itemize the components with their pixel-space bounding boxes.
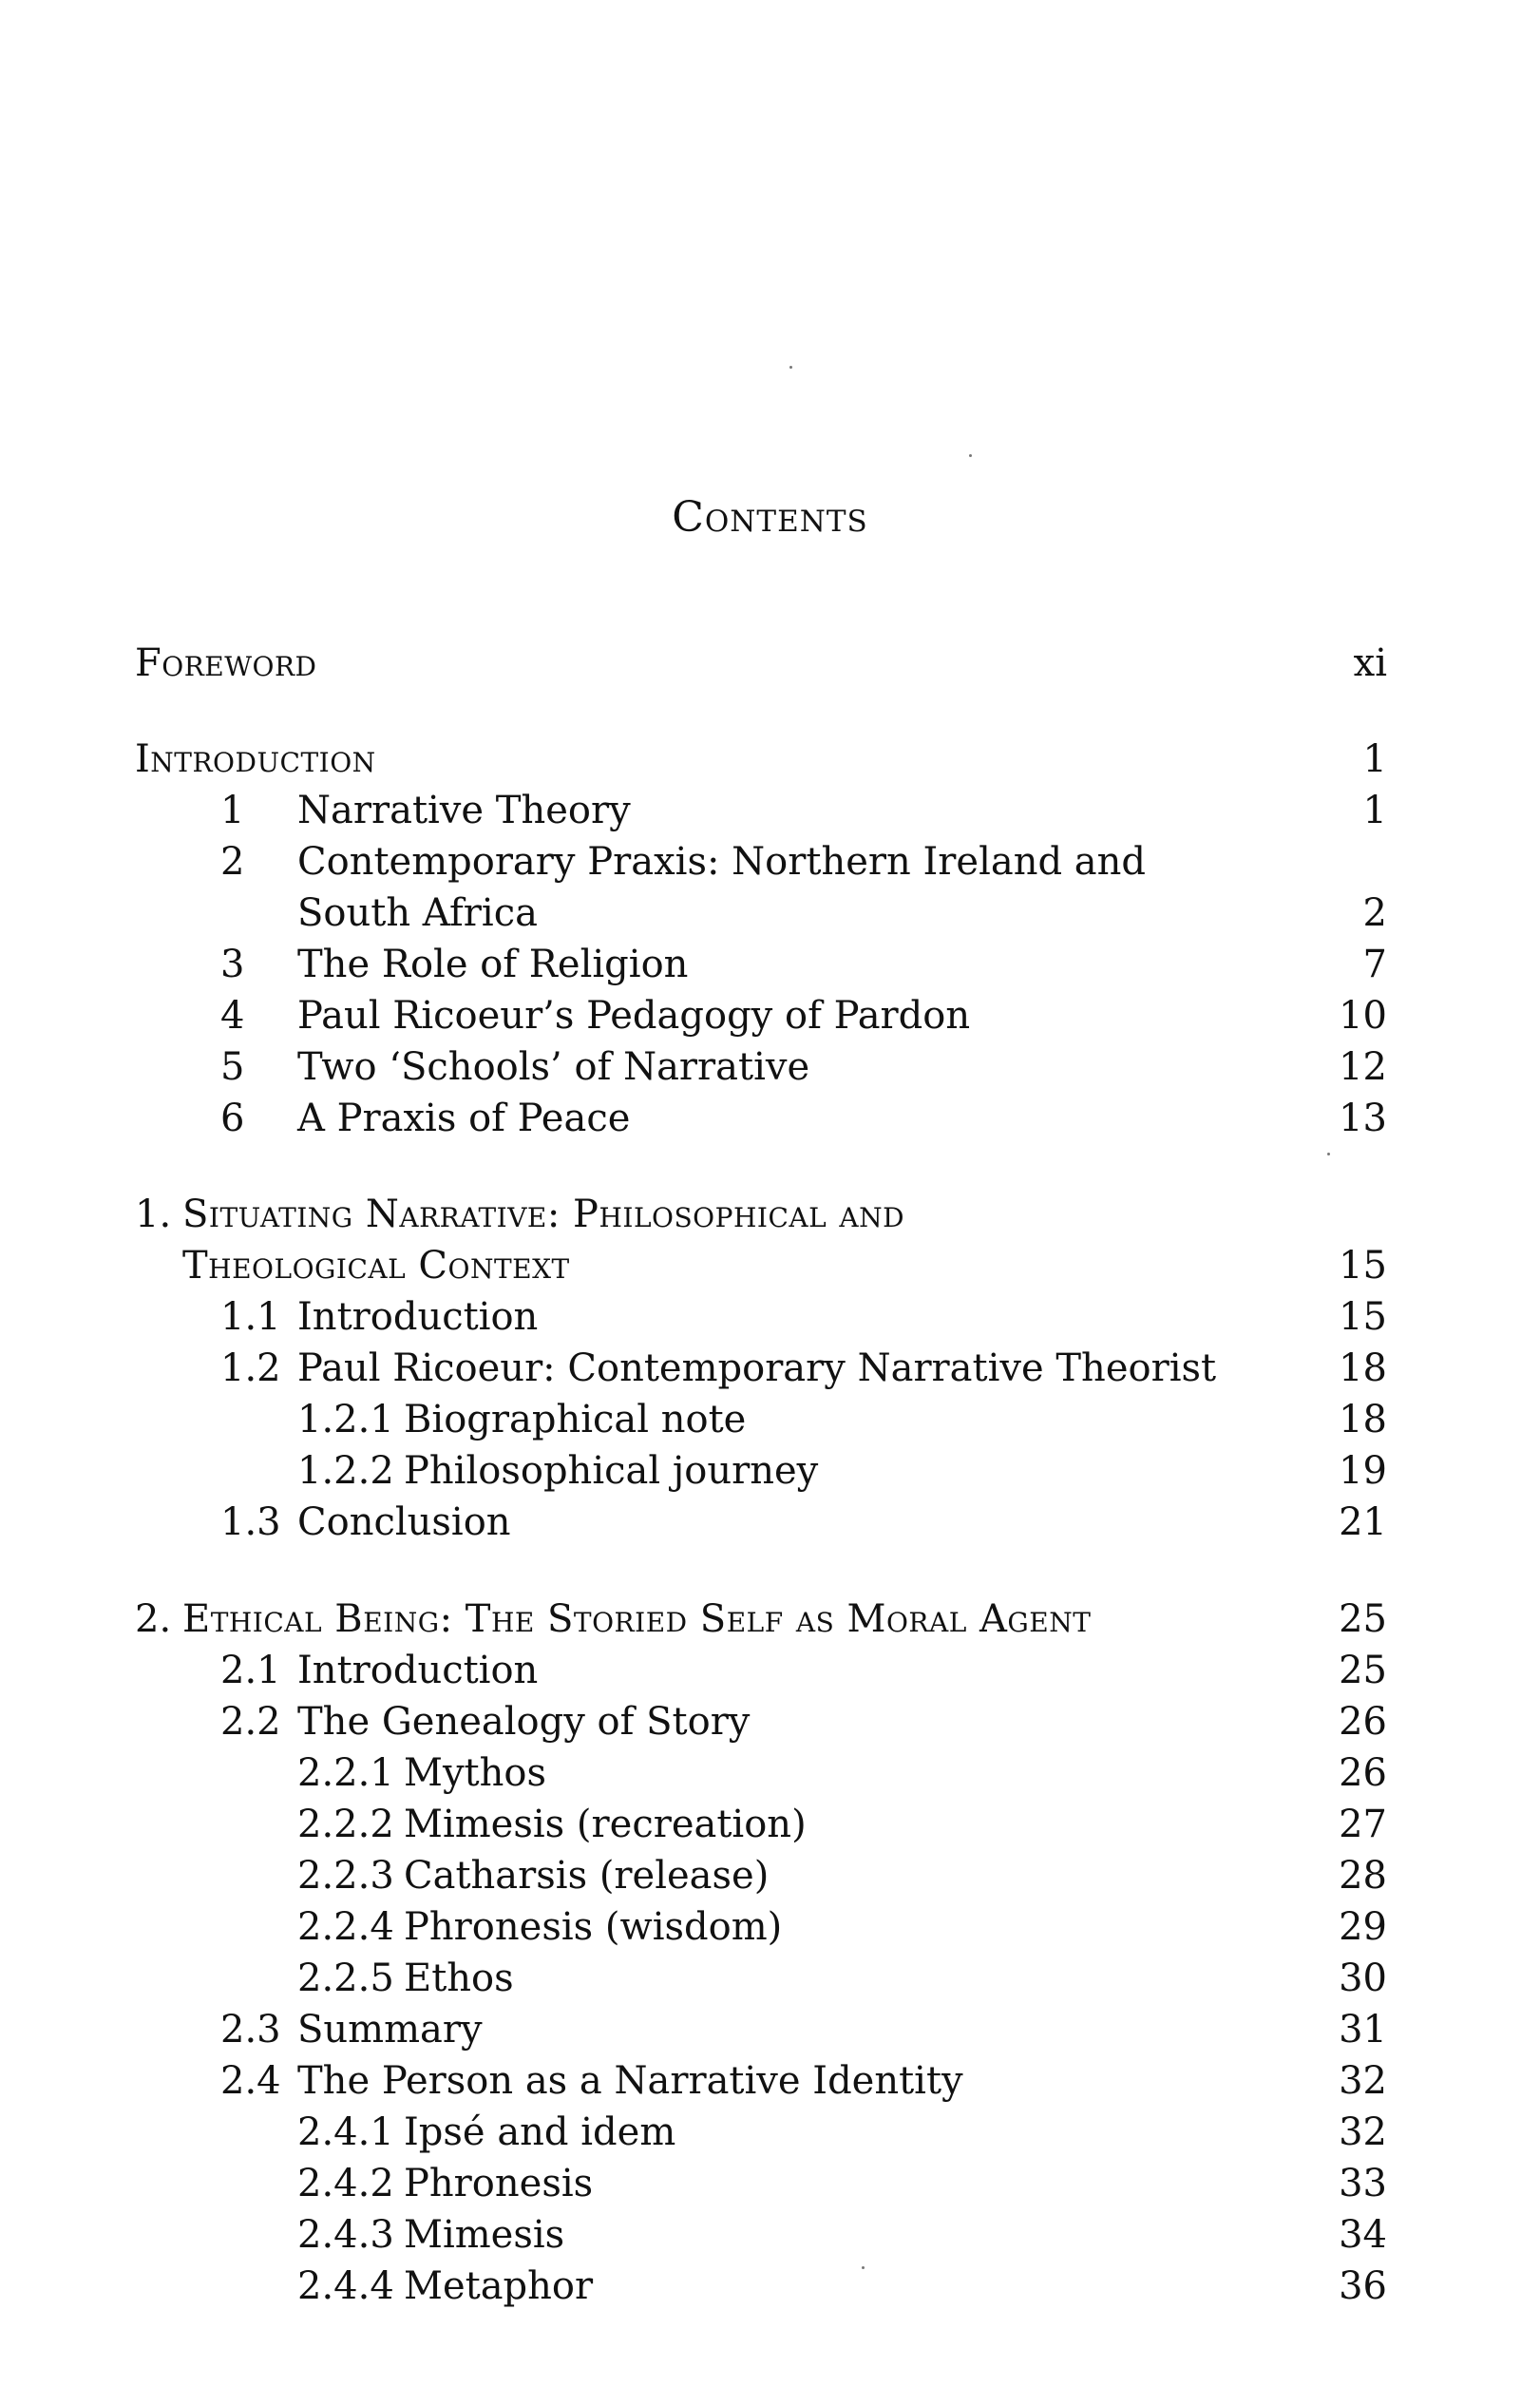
toc-chapter-page: 25 [1339,1597,1387,1641]
toc-subitem-num: 2.4.3 [297,2213,394,2257]
toc-item-label: The Role of Religion [297,943,689,986]
toc-subitem-num: 2.4.2 [297,2162,394,2205]
toc-item-label: Summary [297,2008,483,2052]
toc-item-num: 2.4 [220,2059,281,2103]
toc-subitem-label: Metaphor [404,2264,594,2308]
toc-subitem-label: Phronesis (wisdom) [404,1905,783,1949]
toc-foreword-label: Foreword [135,641,317,685]
toc-item-page: 7 [1362,943,1387,986]
toc-subitem-page: 28 [1339,1854,1387,1898]
toc-foreword-page: xi [1353,641,1387,685]
toc-item-label: Introduction [297,1295,539,1339]
toc-item-label-cont: South Africa [297,891,538,935]
toc-item-num: 6 [220,1097,245,1140]
toc-chapter-title-cont: Theological Context [182,1244,570,1288]
toc-subitem-num: 1.2.1 [297,1398,394,1441]
toc-item-page: 12 [1339,1045,1387,1089]
toc-subitem-num: 2.2.4 [297,1905,394,1949]
toc-subitem-page: 29 [1339,1905,1387,1949]
toc-item-num: 4 [220,994,245,1038]
toc-subitem-label: Catharsis (release) [404,1854,770,1898]
toc-item-page: 13 [1339,1097,1387,1140]
toc-item-page: 15 [1339,1295,1387,1339]
toc-item-page: 26 [1339,1700,1387,1744]
toc-subitem-page: 34 [1339,2213,1387,2257]
toc-subitem-page: 33 [1339,2162,1387,2205]
page-title: Contents [672,493,868,542]
toc-item-label: Narrative Theory [297,789,631,832]
toc-item-label: Two ‘Schools’ of Narrative [297,1045,810,1089]
toc-item-page: 32 [1339,2059,1387,2103]
toc-item-label: The Person as a Narrative Identity [297,2059,963,2103]
toc-subitem-page: 32 [1339,2110,1387,2154]
toc-item-num: 2.1 [220,1649,281,1692]
toc-subitem-label: Mimesis (recreation) [404,1803,807,1846]
toc-subitem-num: 1.2.2 [297,1449,394,1493]
toc-introduction-page: 1 [1362,737,1387,781]
toc-subitem-page: 18 [1339,1398,1387,1441]
toc-item-page: 10 [1339,994,1387,1038]
toc-item-num: 2.2 [220,1700,281,1744]
toc-subitem-num: 2.2.1 [297,1751,394,1795]
scan-speck [862,2266,865,2269]
toc-subitem-label: Mimesis [404,2213,565,2257]
toc-chapter-title: Ethical Being: The Storied Self as Moral Agent [182,1597,1092,1641]
toc-subitem-label: Phronesis [404,2162,594,2205]
toc-subitem-page: 26 [1339,1751,1387,1795]
toc-item-num: 2.3 [220,2008,281,2052]
toc-item-label: Paul Ricoeur’s Pedagogy of Pardon [297,994,971,1038]
toc-chapter-title: Situating Narrative: Philosophical and [182,1193,905,1236]
toc-item-num: 1.1 [220,1295,281,1339]
toc-subitem-label: Ethos [404,1957,514,2000]
toc-item-page: 18 [1339,1346,1387,1390]
toc-item-label: Contemporary Praxis: Northern Ireland and [297,840,1147,884]
toc-subitem-label: Biographical note [404,1398,747,1441]
scan-speck [1327,1153,1330,1155]
toc-item-num: 1 [220,789,245,832]
toc-item-label: The Genealogy of Story [297,1700,751,1744]
toc-item-label: Introduction [297,1649,539,1692]
toc-subitem-num: 2.2.5 [297,1957,394,2000]
scan-speck [789,366,792,369]
toc-item-page: 31 [1339,2008,1387,2052]
toc-subitem-page: 27 [1339,1803,1387,1846]
toc-subitem-page: 19 [1339,1449,1387,1493]
toc-item-num: 3 [220,943,245,986]
toc-subitem-label: Philosophical journey [404,1449,819,1493]
toc-subitem-label: Ipsé and idem [404,2110,676,2154]
toc-subitem-page: 36 [1339,2264,1387,2308]
toc-chapter-num: 1. [135,1193,172,1236]
toc-subitem-label: Mythos [404,1751,546,1795]
toc-item-label: Conclusion [297,1500,511,1544]
toc-chapter-num: 2. [135,1597,172,1641]
toc-subitem-num: 2.2.3 [297,1854,394,1898]
toc-introduction-label: Introduction [135,737,376,781]
toc-item-page: 2 [1362,891,1387,935]
toc-item-label: A Praxis of Peace [297,1097,631,1140]
toc-item-num: 1.2 [220,1346,281,1390]
scan-speck [969,454,972,457]
toc-item-num: 2 [220,840,245,884]
toc-item-num: 5 [220,1045,245,1089]
toc-item-num: 1.3 [220,1500,281,1544]
toc-subitem-page: 30 [1339,1957,1387,2000]
toc-item-page: 25 [1339,1649,1387,1692]
toc-subitem-num: 2.4.4 [297,2264,394,2308]
toc-item-page: 1 [1362,789,1387,832]
toc-subitem-num: 2.2.2 [297,1803,394,1846]
toc-chapter-page: 15 [1339,1244,1387,1288]
toc-subitem-num: 2.4.1 [297,2110,394,2154]
toc-item-label: Paul Ricoeur: Contemporary Narrative Theorist [297,1346,1217,1390]
toc-item-page: 21 [1339,1500,1387,1544]
